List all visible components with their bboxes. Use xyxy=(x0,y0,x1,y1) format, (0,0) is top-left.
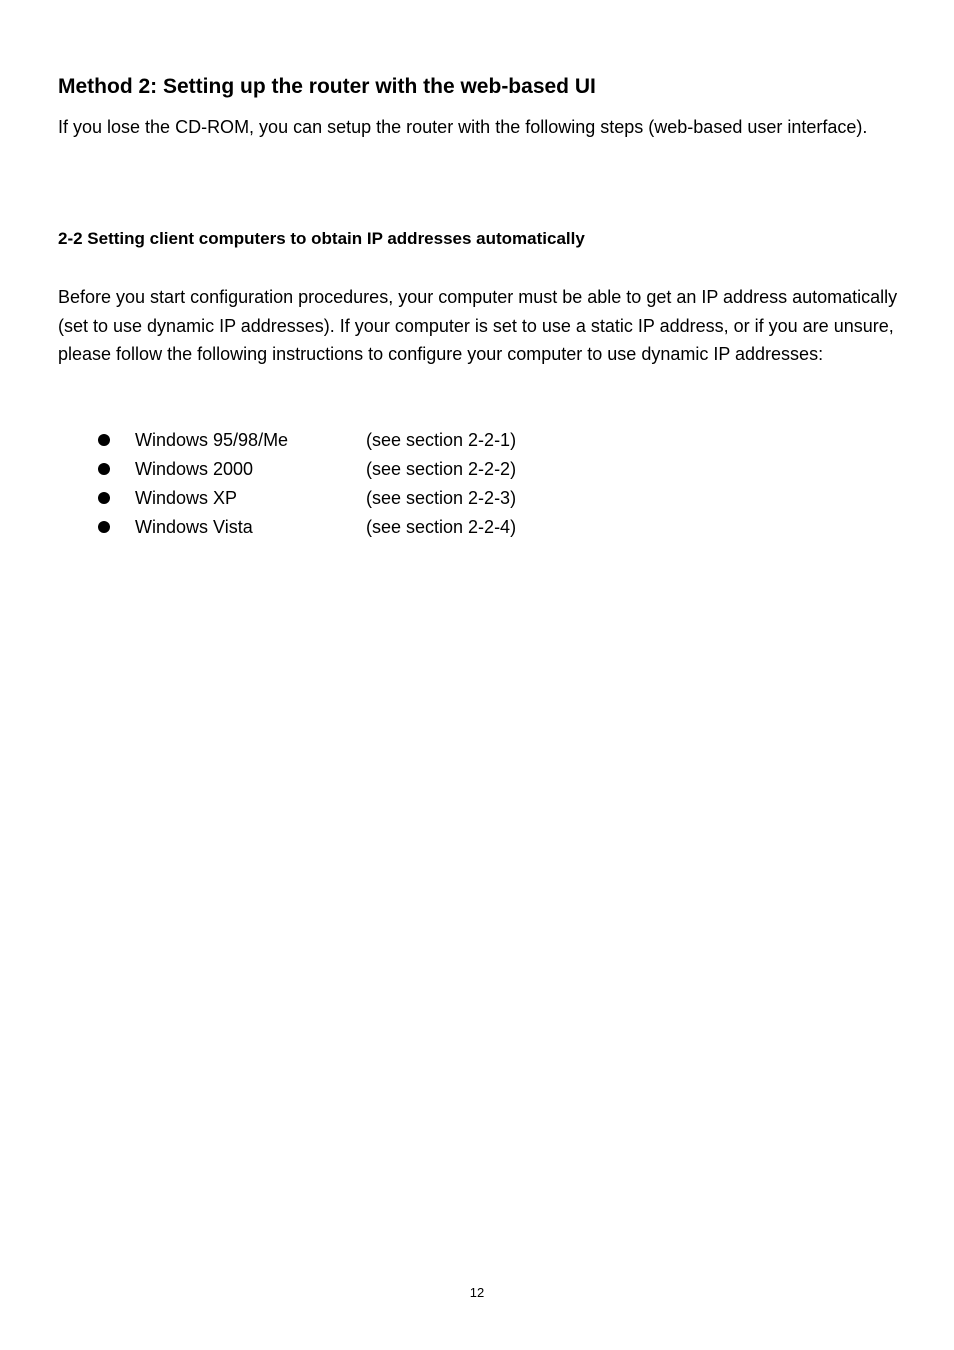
os-name: Windows Vista xyxy=(135,517,253,537)
section-body-paragraph: Before you start configuration procedures, your computer must be able to get an IP address automatically (set to use dynamic IP addresses). If your computer is set to use a static IP address, or if you are unsure, please follow the following instructions to configure your computer to use dynamic IP addresses: xyxy=(58,287,898,364)
section-reference: (see section 2-2-1) xyxy=(366,430,517,450)
method-intro-paragraph: If you lose the CD-ROM, you can setup the router with the following steps (web-based user interface). xyxy=(58,117,868,137)
section-reference: (see section 2-2-2) xyxy=(366,459,517,479)
page-number: 12 xyxy=(469,1285,485,1300)
os-name: Windows 95/98/Me xyxy=(135,430,289,450)
section-reference: (see section 2-2-3) xyxy=(366,488,517,508)
list-item xyxy=(0,484,954,513)
list-item xyxy=(0,455,954,484)
bullet-icon xyxy=(98,434,110,446)
method-heading: Method 2: Setting up the router with the web-based UI xyxy=(58,75,596,98)
list-item xyxy=(0,513,954,542)
section-reference: (see section 2-2-4) xyxy=(366,517,517,537)
os-list xyxy=(0,426,954,542)
os-name: Windows 2000 xyxy=(135,459,254,479)
os-name: Windows XP xyxy=(135,488,238,508)
bullet-icon xyxy=(98,492,110,504)
bullet-icon xyxy=(98,463,110,475)
section-heading: 2-2 Setting client computers to obtain IP addresses automatically xyxy=(58,229,585,248)
bullet-icon xyxy=(98,521,110,533)
list-item xyxy=(0,426,954,455)
